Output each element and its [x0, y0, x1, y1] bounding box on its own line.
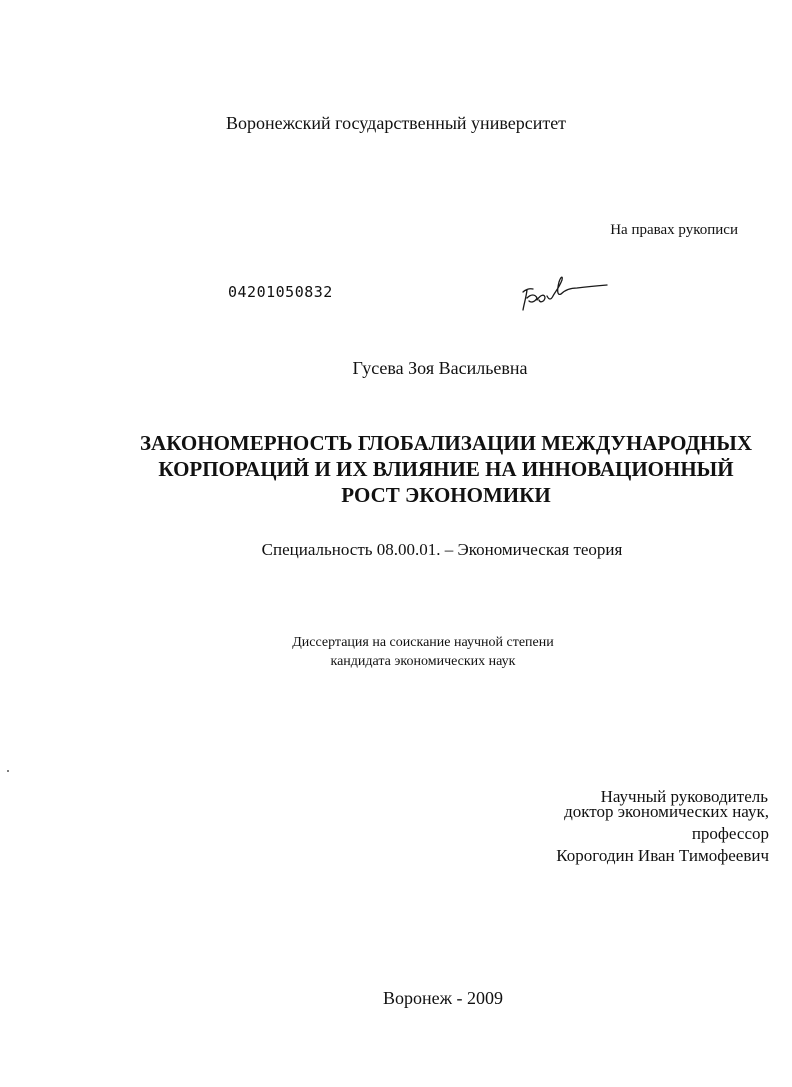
advisor-block [469, 801, 769, 867]
advisor-name: Корогодин Иван Тимофеевич [556, 846, 769, 865]
scan-speck [7, 770, 9, 772]
signature-icon [515, 270, 615, 320]
title-line: РОСТ ЭКОНОМИКИ [341, 483, 551, 507]
dissertation-title [60, 430, 792, 508]
title-line: ЗАКОНОМЕРНОСТЬ ГЛОБАЛИЗАЦИИ МЕЖДУНАРОДНЫХ [139, 431, 753, 455]
advisor-heading: Научный руководитель [600, 787, 768, 806]
registration-code: 04201050832 [228, 283, 333, 301]
title-line: КОРПОРАЦИЙ И ИХ ВЛИЯНИЕ НА ИННОВАЦИОННЫЙ [158, 457, 734, 481]
university-name: Воронежский государственный университет [225, 113, 567, 133]
manuscript-note: На правах рукописи [610, 222, 738, 238]
dissertation-line: Диссертация на соискание научной степени [292, 635, 554, 650]
dissertation-type [0, 633, 792, 671]
dissertation-line: кандидата экономических наук [330, 654, 516, 669]
place-and-year: Воронеж - 2009 [382, 988, 504, 1008]
advisor-degree: доктор экономических наук, [564, 802, 769, 821]
author-name: Гусева Зоя Васильевна [352, 358, 528, 378]
specialty: Специальность 08.00.01. – Экономическая теория [261, 540, 623, 559]
advisor-rank: профессор [691, 824, 769, 843]
